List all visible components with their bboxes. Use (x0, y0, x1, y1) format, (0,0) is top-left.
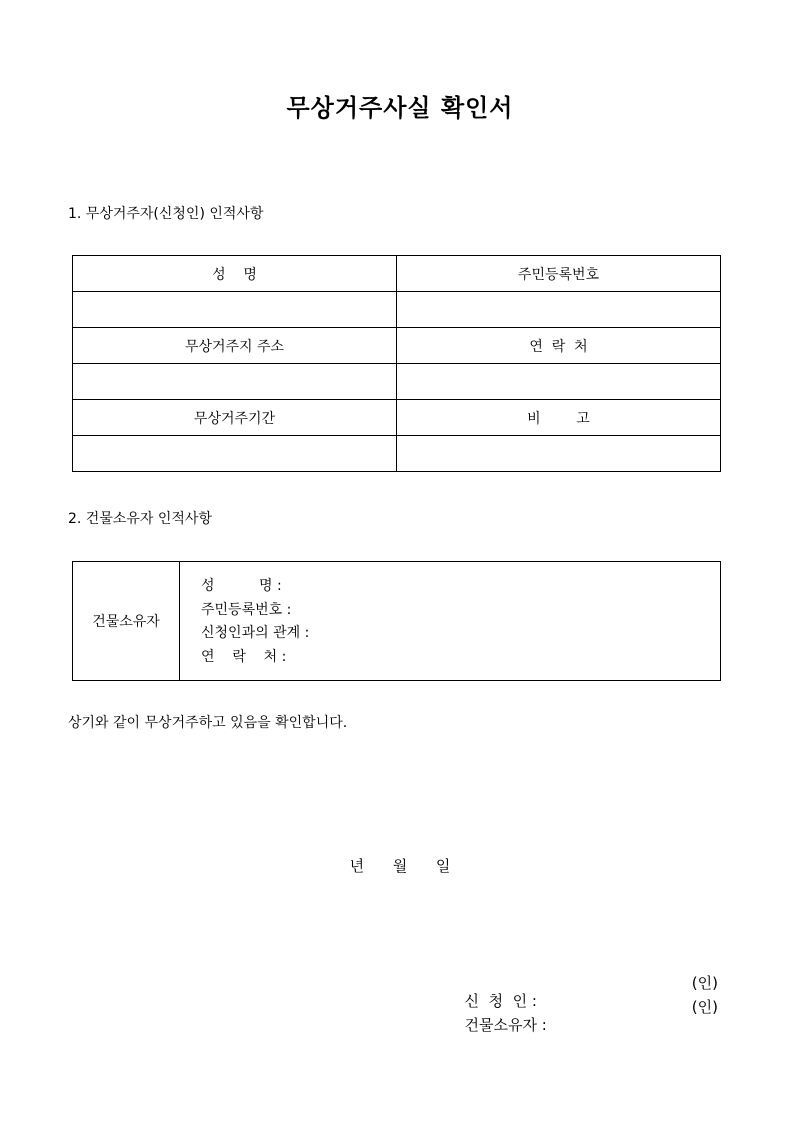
owner-seal[interactable]: (인) (691, 998, 718, 1016)
owner-info-box (72, 561, 721, 681)
table-row (73, 400, 721, 436)
owner-contact-field[interactable]: 연 락 처 : (201, 648, 287, 665)
period-field[interactable] (73, 436, 397, 472)
table-row (73, 364, 721, 400)
contact-field[interactable] (397, 364, 721, 400)
table-row (73, 436, 721, 472)
page-title: 무상거주사실 확인서 (286, 94, 514, 122)
address-header: 무상거주지 주소 (73, 328, 397, 364)
owner-relationship-field[interactable]: 신청인과의 관계 : (201, 625, 310, 641)
section1-heading: 1. 무상거주자(신청인) 인적사항 (68, 206, 264, 222)
applicant-info-table (72, 255, 721, 472)
confirmation-statement: 상기와 같이 무상거주하고 있음을 확인합니다. (68, 715, 348, 731)
owner-signature-row (455, 996, 720, 1053)
applicant-signature-label: 신 청 인 : (464, 992, 537, 1010)
name-header: 성 명 (73, 256, 397, 292)
address-field[interactable] (73, 364, 397, 400)
table-row (73, 328, 721, 364)
id-number-field[interactable] (397, 292, 721, 328)
remarks-field[interactable] (397, 436, 721, 472)
period-header: 무상거주기간 (73, 400, 397, 436)
name-field[interactable] (73, 292, 397, 328)
date-line: 년 월 일 (349, 857, 451, 875)
table-row (73, 256, 721, 292)
owner-name-field[interactable]: 성 명 : (201, 578, 282, 594)
owner-label: 건물소유자 (73, 562, 180, 680)
section2-heading: 2. 건물소유자 인적사항 (68, 511, 212, 527)
applicant-seal[interactable]: (인) (691, 974, 718, 992)
id-number-header: 주민등록번호 (397, 256, 721, 292)
remarks-header: 비 고 (397, 400, 721, 436)
owner-fields (201, 576, 309, 670)
table-row (73, 292, 721, 328)
contact-header: 연 락 처 (397, 328, 721, 364)
owner-id-number-field[interactable]: 주민등록번호 : (201, 601, 292, 618)
owner-signature-label: 건물소유자 : (464, 1016, 547, 1034)
